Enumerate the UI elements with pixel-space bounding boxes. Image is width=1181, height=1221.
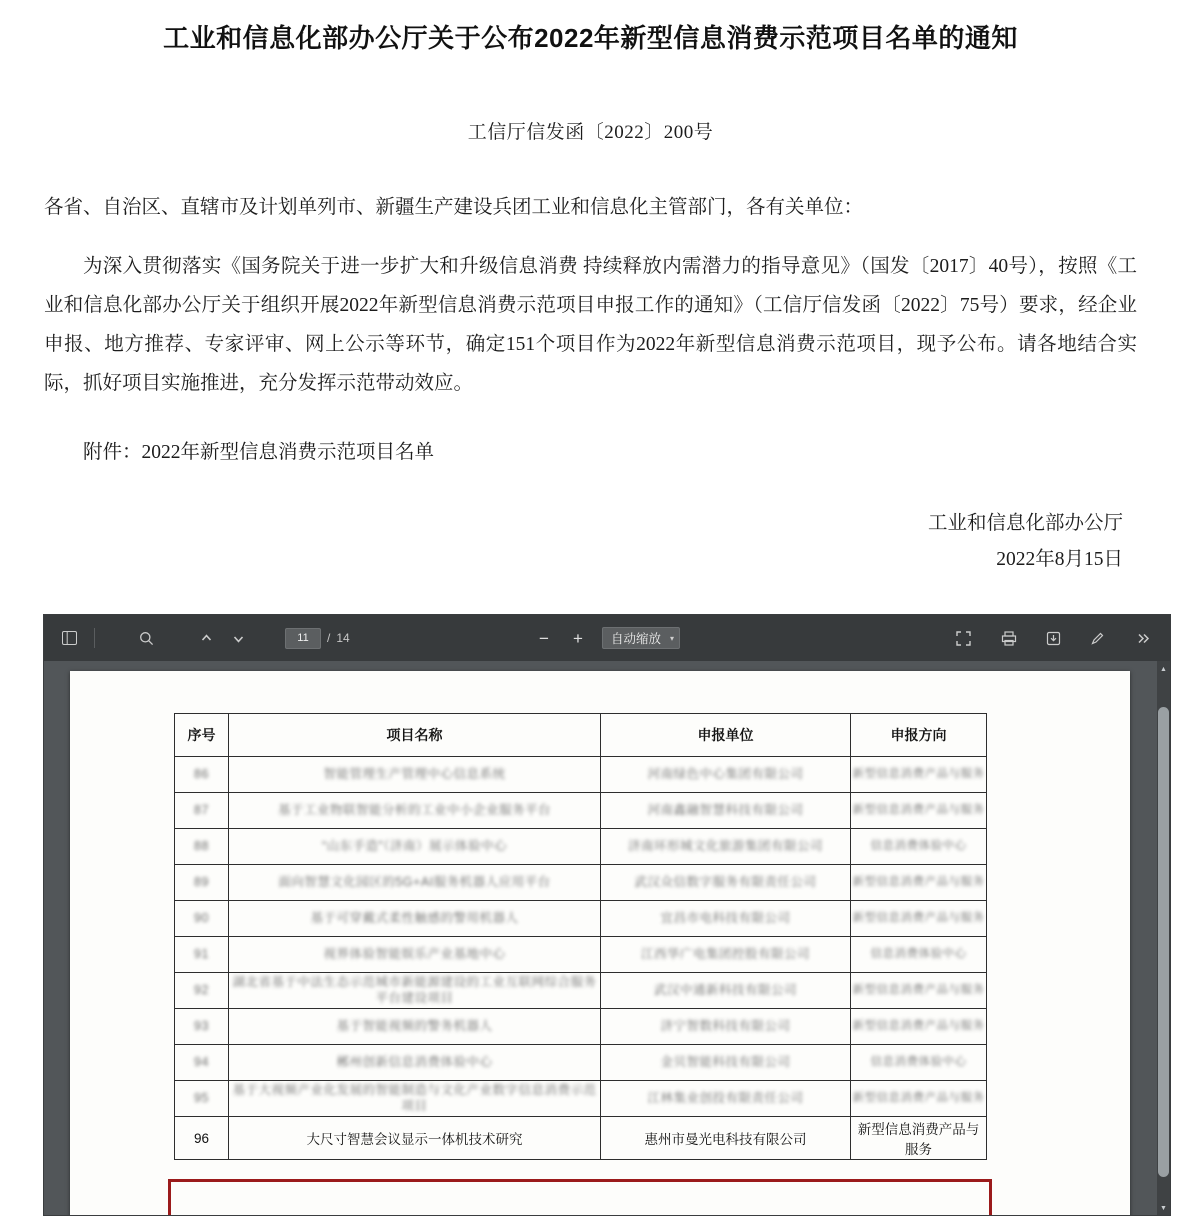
document-signature xyxy=(44,506,1137,578)
pen-icon[interactable] xyxy=(1082,624,1112,652)
cell-direction: 新型信息消费产品与服务 xyxy=(851,973,987,1009)
cell-org: 惠州市曼光电科技有限公司 xyxy=(601,1117,851,1160)
page-separator: / xyxy=(327,631,331,645)
document-paragraph: 为深入贯彻落实《国务院关于进一步扩大和升级信息消费 持续释放内需潜力的指导意见》（国发〔2017〕40号），按照《工业和信息化部办公厅关于组织开展2022年新型信息消费示范项目申报工作的通知》（工信厅信发函〔2022〕75号）要求，经企业申报、地方推荐、专家评审、网上公示等环节，确定151个项目作为2022年新型信息消费示范项目，现予公布。请各地结合实际，抓好项目实施推进，充分发挥示范带动效应。 xyxy=(44,256,1137,395)
cell-org: 济宁智数科技有限公司 xyxy=(601,1009,851,1045)
chevron-down-icon: ▾ xyxy=(669,633,675,643)
cell-org: 金贝智能科技有限公司 xyxy=(601,1045,851,1081)
cell-project: 基于可穿戴式柔性触感的警用机器人 xyxy=(229,901,601,937)
cell-org: 宜昌市电科技有限公司 xyxy=(601,901,851,937)
table-row xyxy=(175,1081,987,1117)
column-header-no: 序号 xyxy=(175,714,229,757)
column-header-org: 申报单位 xyxy=(601,714,851,757)
cell-no: 88 xyxy=(175,829,229,865)
cell-project: 智能管理生产管理中心信息系统 xyxy=(229,757,601,793)
zoom-controls xyxy=(534,627,680,649)
cell-no: 86 xyxy=(175,757,229,793)
cell-project: 郴州创新信息消费体验中心 xyxy=(229,1045,601,1081)
pdf-viewer[interactable] xyxy=(44,615,1170,1215)
table-row-highlighted xyxy=(175,1117,987,1160)
cell-project: 湖北省基于中法生态示范城市新能源建设的工业互联网综合服务平台建设项目 xyxy=(229,973,601,1009)
table-row xyxy=(175,1009,987,1045)
cell-project: 基于智能视频的警务机器人 xyxy=(229,1009,601,1045)
cell-org: 河南绿色中心集团有限公司 xyxy=(601,757,851,793)
cell-org: 河南鑫融智慧科技有限公司 xyxy=(601,793,851,829)
document-attachment: 附件：2022年新型信息消费示范项目名单 xyxy=(83,442,435,464)
column-header-project: 项目名称 xyxy=(229,714,601,757)
zoom-level-value: 自动缩放 xyxy=(610,632,662,646)
cell-direction: 新型信息消费产品与服务 xyxy=(851,1117,987,1160)
sidebar-toggle-icon[interactable] xyxy=(54,624,84,652)
cell-no: 95 xyxy=(175,1081,229,1117)
table-row xyxy=(175,793,987,829)
document-date: 2022年8月15日 xyxy=(996,549,1123,571)
cell-org: 武汉众信数字服务有限责任公司 xyxy=(601,865,851,901)
table-row xyxy=(175,829,987,865)
cell-direction: 新型信息消费产品与服务 xyxy=(851,757,987,793)
cell-org: 江西华广电集团控股有限公司 xyxy=(601,937,851,973)
pdf-page-area[interactable] xyxy=(44,661,1170,1215)
scrollbar-thumb[interactable] xyxy=(1158,707,1169,1177)
page-number-group[interactable] xyxy=(285,628,350,649)
page-total-label: 14 xyxy=(336,631,350,645)
cell-project: 基于工业物联智能分析的工业中小企业服务平台 xyxy=(229,793,601,829)
cell-project: 基于大视频产业化发展的智能制造与文化产业数字信息消费示范项目 xyxy=(229,1081,601,1117)
table-row xyxy=(175,901,987,937)
project-list-table xyxy=(174,713,987,1160)
cell-direction: 信息消费体验中心 xyxy=(851,829,987,865)
scroll-up-arrow[interactable]: ▲ xyxy=(1160,664,1167,673)
table-row xyxy=(175,865,987,901)
column-header-direction: 申报方向 xyxy=(851,714,987,757)
cell-no: 94 xyxy=(175,1045,229,1081)
cell-direction: 新型信息消费产品与服务 xyxy=(851,865,987,901)
fullscreen-icon[interactable] xyxy=(948,624,978,652)
download-icon[interactable] xyxy=(1038,624,1068,652)
cell-project: “山东手造”（济南）展示体验中心 xyxy=(229,829,601,865)
cell-org: 武汉中通新科技有限公司 xyxy=(601,973,851,1009)
page-number-input[interactable] xyxy=(285,628,321,649)
zoom-level-select[interactable] xyxy=(602,627,680,649)
document-body xyxy=(44,114,1137,578)
page-title: 工业和信息化部办公厅关于公布2022年新型信息消费示范项目名单的通知 xyxy=(163,23,1018,53)
cell-no: 90 xyxy=(175,901,229,937)
pdf-scrollbar[interactable] xyxy=(1157,661,1170,1215)
toolbar-divider xyxy=(94,628,95,648)
cell-direction: 新型信息消费产品与服务 xyxy=(851,1081,987,1117)
document-salutation: 各省、自治区、直辖市及计划单列市、新疆生产建设兵团工业和信息化主管部门，各有关单位： xyxy=(44,197,864,219)
cell-org: 济南环形城文化旅游集团有限公司 xyxy=(601,829,851,865)
table-row xyxy=(175,1045,987,1081)
table-row xyxy=(175,973,987,1009)
cell-no: 96 xyxy=(175,1117,229,1160)
search-icon[interactable] xyxy=(131,624,161,652)
cell-direction: 新型信息消费产品与服务 xyxy=(851,793,987,829)
printer-icon[interactable] xyxy=(994,624,1024,652)
cell-direction: 信息消费体验中心 xyxy=(851,1045,987,1081)
cell-no: 89 xyxy=(175,865,229,901)
pdf-toolbar xyxy=(44,615,1170,661)
minus-icon[interactable]: − xyxy=(539,628,549,648)
scroll-down-arrow[interactable]: ▼ xyxy=(1160,1203,1167,1212)
pdf-page xyxy=(70,671,1130,1215)
toolbar-right-group xyxy=(948,624,1160,652)
plus-icon[interactable]: + xyxy=(573,628,583,648)
table-row xyxy=(175,937,987,973)
cell-direction: 新型信息消费产品与服务 xyxy=(851,901,987,937)
cell-no: 92 xyxy=(175,973,229,1009)
chevron-down-icon[interactable] xyxy=(223,624,253,652)
chevron-up-icon[interactable] xyxy=(191,624,221,652)
cell-project: 大尺寸智慧会议显示一体机技术研究 xyxy=(229,1117,601,1160)
cell-no: 91 xyxy=(175,937,229,973)
cell-no: 87 xyxy=(175,793,229,829)
table-header-row xyxy=(175,714,987,757)
cell-project: 视界体验智能娱乐产业基地中心 xyxy=(229,937,601,973)
document-number: 工信厅信发函〔2022〕200号 xyxy=(467,122,714,144)
cell-org: 江林集业创投有限责任公司 xyxy=(601,1081,851,1117)
cell-project: 面向智慧文化园区的5G+AI服务机器人应用平台 xyxy=(229,865,601,901)
cell-direction: 新型信息消费产品与服务 xyxy=(851,1009,987,1045)
highlight-annotation-box xyxy=(168,1179,992,1215)
double-chevron-right-icon[interactable] xyxy=(1128,624,1158,652)
cell-no: 93 xyxy=(175,1009,229,1045)
document-issuer: 工业和信息化部办公厅 xyxy=(927,513,1123,535)
table-row xyxy=(175,757,987,793)
cell-direction: 信息消费体验中心 xyxy=(851,937,987,973)
